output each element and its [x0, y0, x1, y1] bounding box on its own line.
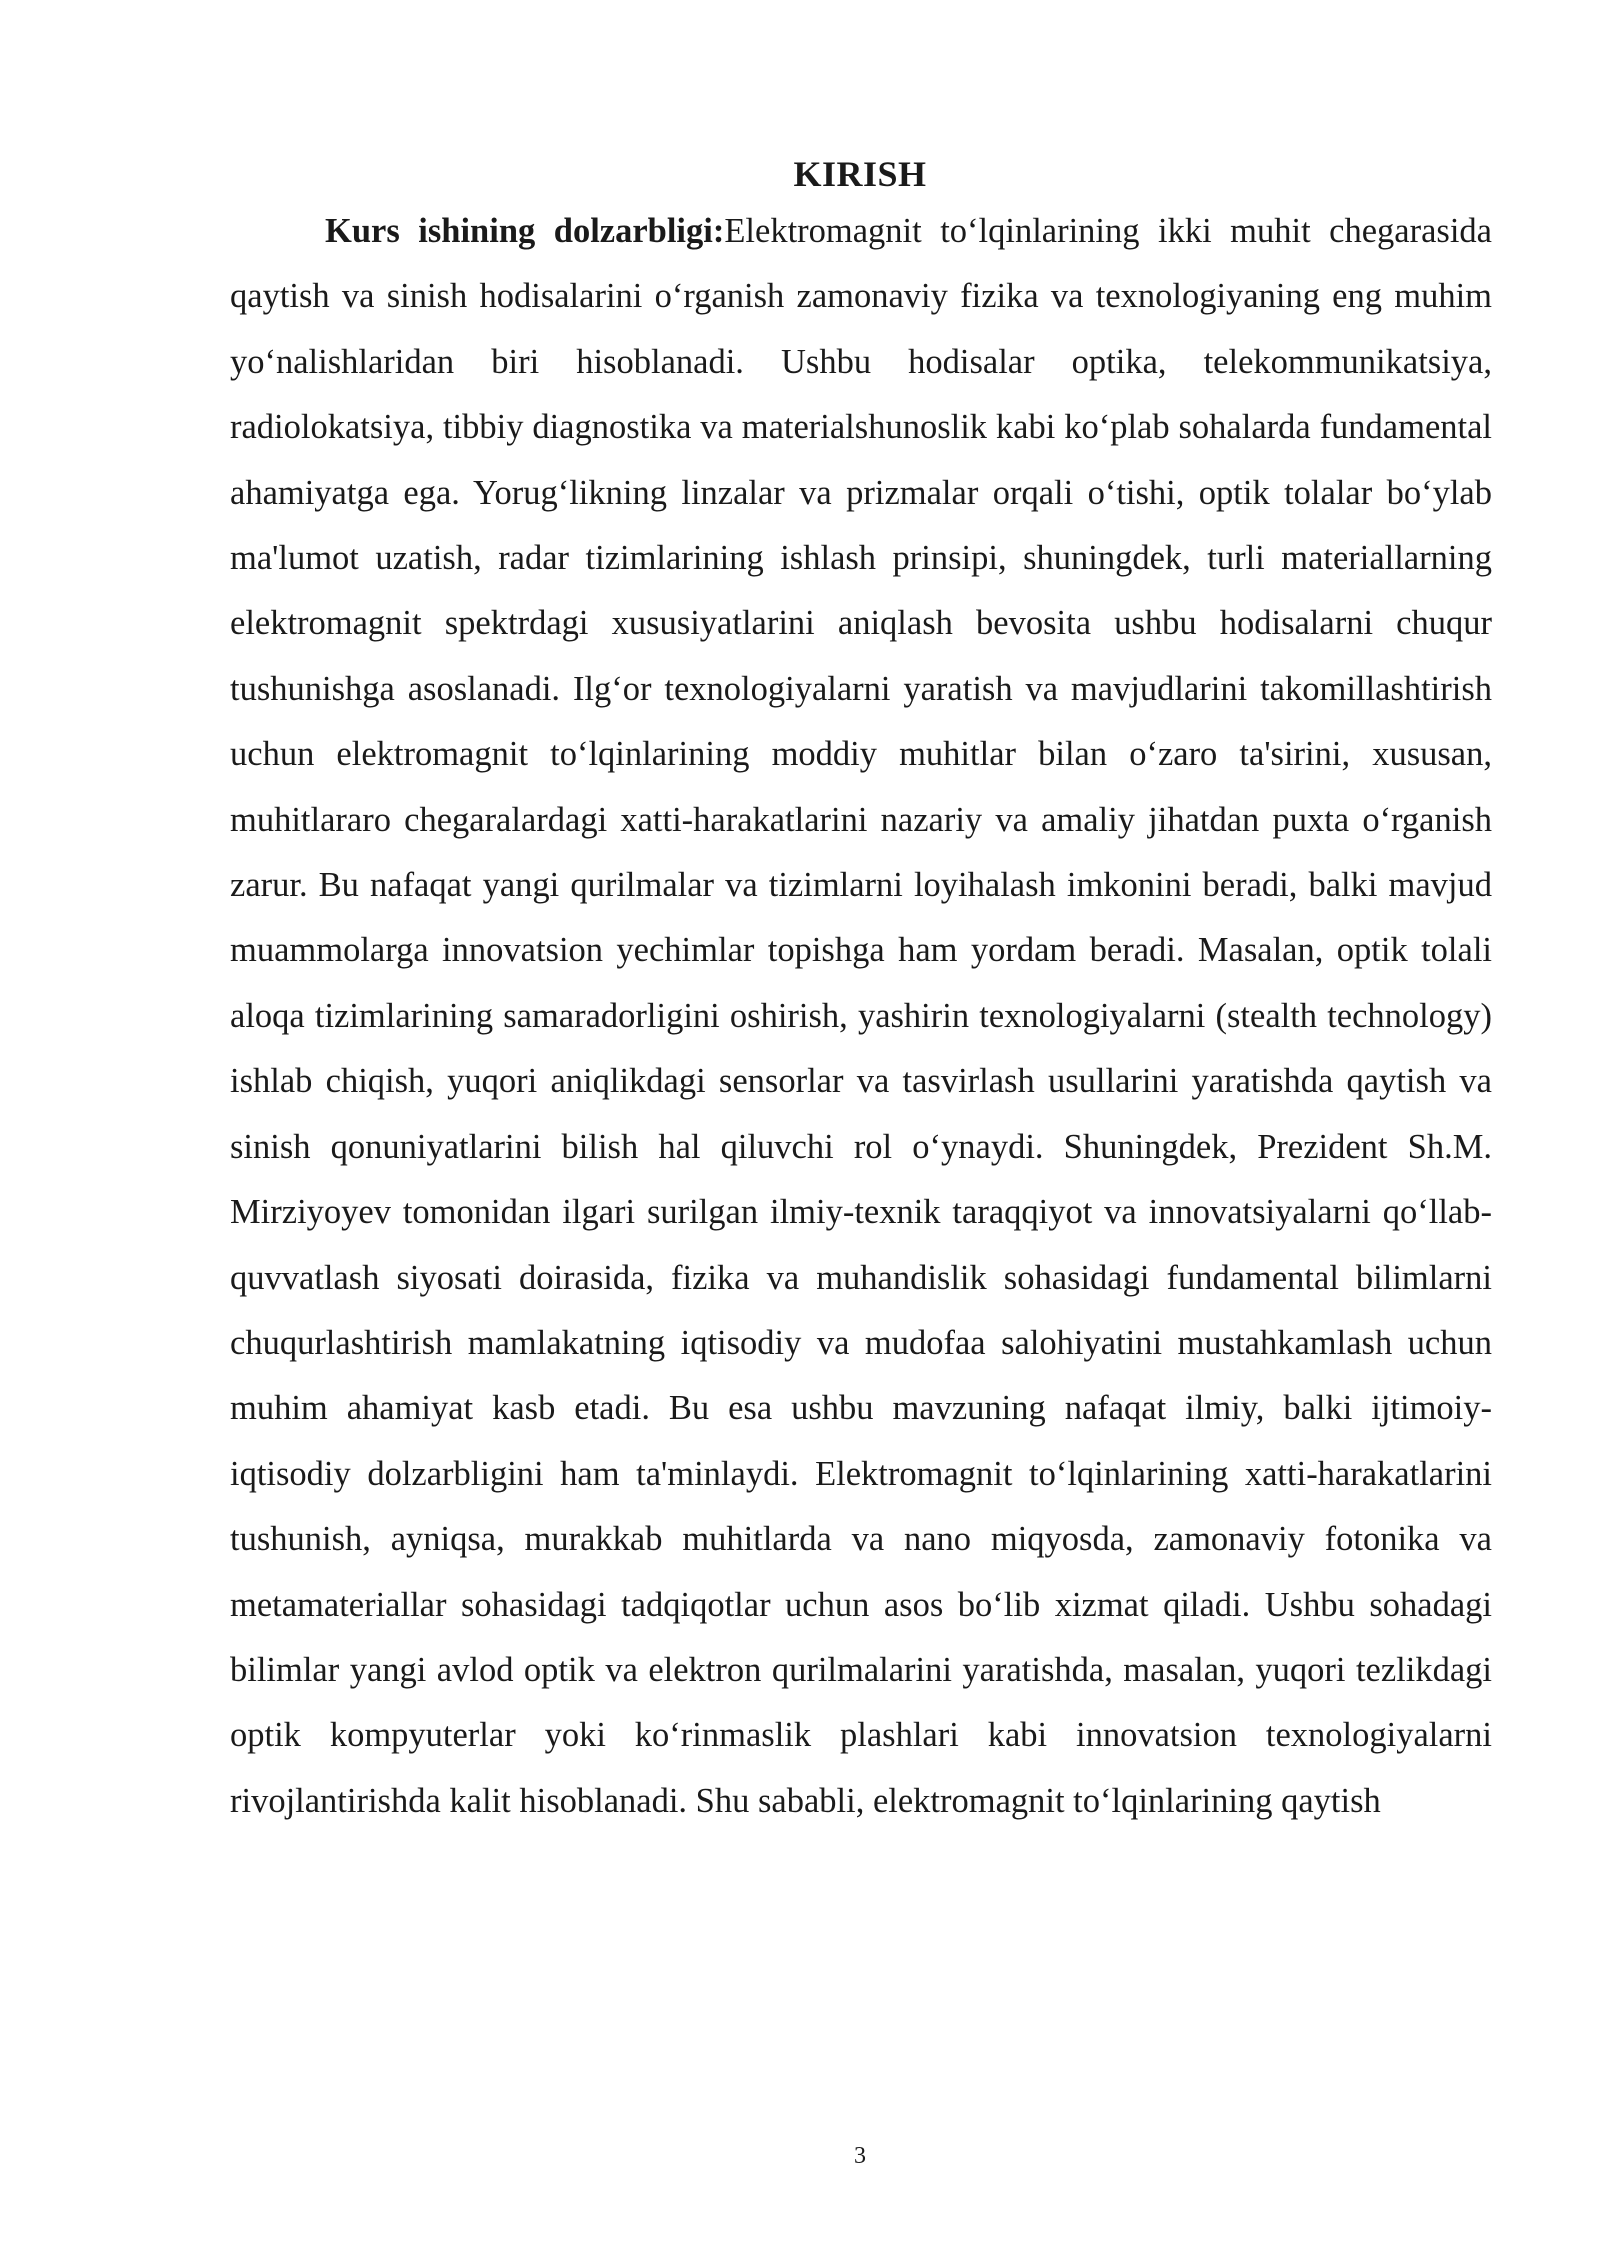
body-paragraph	[230, 199, 1492, 1834]
paragraph-text: Elektromagnit to‘lqinlarining ikki muhit chegarasida qaytish va sinish hodisalarini o‘rganish zamonaviy fizika va texnologiyaning eng muhim yo‘nalishlaridan biri hisoblanadi. Ushbu hodisalar optika, telekommunikatsiya, radiolokatsiya, tibbiy diagnostika va materialshunoslik kabi ko‘plab sohalarda fundamental ahamiyatga ega. Yorug‘likning linzalar va prizmalar orqali o‘tishi, optik tolalar bo‘ylab ma'lumot uzatish, radar tizimlarining ishlash prinsipi, shuningdek, turli materiallarning elektromagnit spektrdagi xususiyatlarini aniqlash bevosita ushbu hodisalarni chuqur tushunishga asoslanadi. Ilg‘or texnologiyalarni yaratish va mavjudlarini takomillashtirish uchun elektromagnit to‘lqinlarining moddiy muhitlar bilan o‘zaro ta'sirini, xususan, muhitlararo chegaralardagi xatti-harakatlarini nazariy va amaliy jihatdan puxta o‘rganish zarur. Bu nafaqat yangi qurilmalar va tizimlarni loyihalash imkonini beradi, balki mavjud muammolarga innovatsion yechimlar topishga ham yordam beradi. Masalan, optik tolali aloqa tizimlarining samaradorligini oshirish, yashirin texnologiyalarni (stealth technology) ishlab chiqish, yuqori aniqlikdagi sensorlar va tasvirlash usullarini yaratishda qaytish va sinish qonuniyatlarini bilish hal qiluvchi rol o‘ynaydi. Shuningdek, Prezident Sh.M. Mirziyoyev tomonidan ilgari surilgan ilmiy-texnik taraqqiyot va innovatsiyalarni qo‘llab-quvvatlash siyosati doirasida, fizika va muhandislik sohasidagi fundamental bilimlarni chuqurlashtirish mamlakatning iqtisodiy va mudofaa salohiyatini mustahkamlash uchun muhim ahamiyat kasb etadi. Bu esa ushbu mavzuning nafaqat ilmiy, balki ijtimoiy-iqtisodiy dolzarbligini ham ta'minlaydi. Elektromagnit to‘lqinlarining xatti-harakatlarini tushunish, ayniqsa, murakkab muhitlarda va nano miqyosda, zamonaviy fotonika va metamateriallar sohasidagi tadqiqotlar uchun asos bo‘lib xizmat qiladi. Ushbu sohadagi bilimlar yangi avlod optik va elektron qurilmalarini yaratishda, masalan, yuqori tezlikdagi optik kompyuterlar yoki ko‘rinmaslik plashlari kabi innovatsion texnologiyalarni rivojlantirishda kalit hisoblanadi. Shu sababli, elektromagnit to‘lqinlarining qaytish	[230, 212, 1492, 1820]
paragraph-lead: Kurs ishining dolzarbligi:	[325, 212, 725, 250]
page-number: 3	[854, 2143, 866, 2169]
section-heading: KIRISH	[793, 154, 927, 194]
